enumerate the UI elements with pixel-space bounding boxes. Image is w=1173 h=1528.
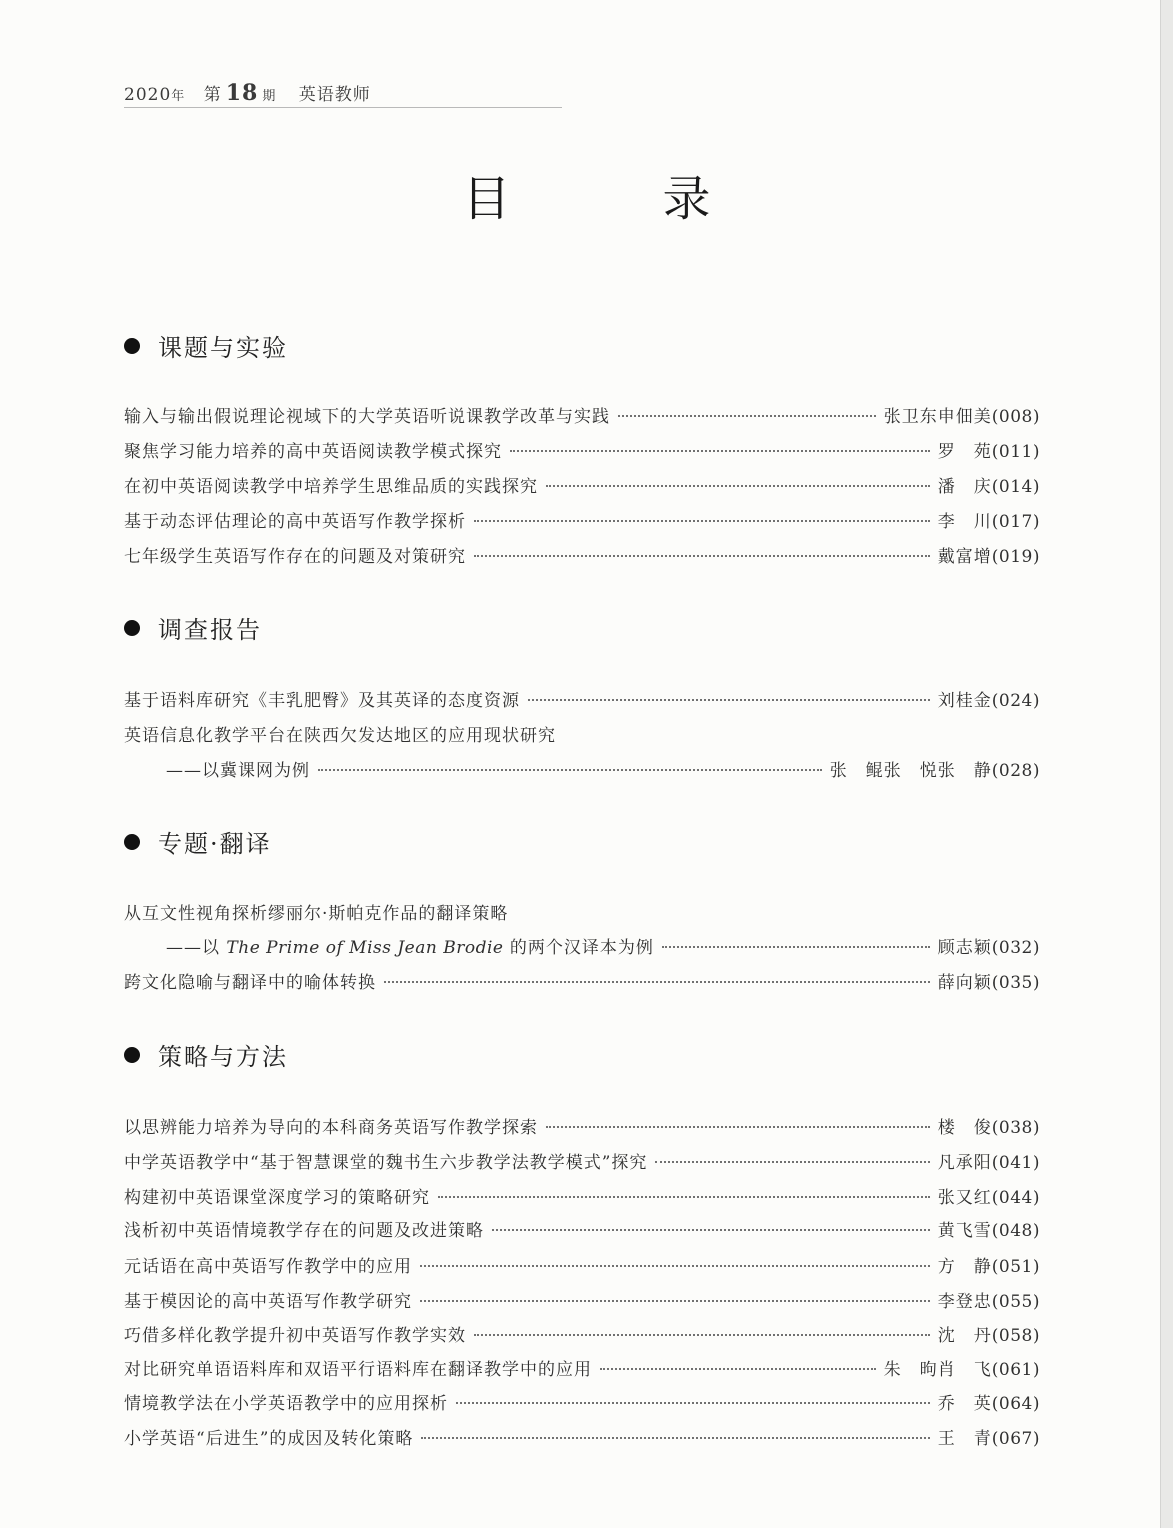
entry-author: 乔 英	[937, 1394, 992, 1414]
entry-page: (028)	[991, 761, 1040, 781]
entry-author: 戴富增	[937, 547, 992, 567]
entry-author: 张又红	[937, 1188, 992, 1208]
entry-title: 在初中英语阅读教学中培养学生思维品质的实践探究	[124, 477, 538, 497]
entry-page: (014)	[991, 477, 1040, 497]
entry-title: 情境教学法在小学英语教学中的应用探析	[124, 1394, 448, 1414]
dot-leader	[318, 769, 822, 771]
entry-page: (064)	[991, 1394, 1040, 1414]
entry-title: 七年级学生英语写作存在的问题及对策研究	[124, 547, 466, 567]
entry-title: 元话语在高中英语写作教学中的应用	[124, 1257, 412, 1277]
entry-title: 浅析初中英语情境教学存在的问题及改进策略	[124, 1221, 484, 1241]
dot-leader	[474, 555, 930, 557]
entry-author: 黄飞雪	[937, 1221, 992, 1241]
issue-suffix: 期	[262, 89, 277, 104]
entry-title: 对比研究单语语料库和双语平行语料库在翻译教学中的应用	[124, 1360, 592, 1380]
running-head	[124, 80, 371, 106]
dot-leader	[618, 415, 876, 417]
section-title: 策略与方法	[158, 1043, 288, 1071]
entry-author: 张卫东	[883, 407, 938, 427]
entry-author: 朱 昫	[883, 1360, 938, 1380]
toc-entry-subtitle[interactable]	[166, 756, 1040, 782]
dot-leader	[528, 699, 930, 701]
dot-leader	[438, 1196, 930, 1198]
entry-page: (048)	[991, 1221, 1040, 1241]
toc-entry[interactable]	[124, 402, 1040, 428]
entry-page: (024)	[991, 691, 1040, 711]
toc-entry[interactable]	[124, 1321, 1040, 1347]
toc-entry[interactable]	[124, 1287, 1040, 1313]
entry-title: 英语信息化教学平台在陕西欠发达地区的应用现状研究	[124, 726, 556, 746]
section-title: 课题与实验	[158, 334, 288, 362]
dot-leader	[420, 1265, 930, 1267]
entry-author: 肖 飞	[937, 1360, 992, 1380]
entry-title: 基于模因论的高中英语写作教学研究	[124, 1292, 412, 1312]
entry-subtitle: ——以冀课网为例	[166, 761, 310, 781]
magazine-name: 英语教师	[298, 85, 371, 105]
entry-author: 楼 俊	[937, 1118, 992, 1138]
toc-entry[interactable]	[124, 1113, 1040, 1139]
page-title: 目 录	[462, 171, 763, 227]
entry-author: 张 静	[937, 761, 992, 781]
dot-leader	[420, 1300, 930, 1302]
entry-page: (044)	[991, 1188, 1040, 1208]
toc-entry[interactable]	[124, 437, 1040, 463]
book-title: The Prime of Miss Jean Brodie	[226, 938, 504, 958]
dot-leader	[546, 485, 930, 487]
dot-leader	[384, 981, 930, 983]
entry-author: 罗 苑	[937, 442, 992, 462]
toc-entry[interactable]	[124, 968, 1040, 994]
issue-year: 2020	[124, 85, 172, 105]
entry-page: (051)	[991, 1257, 1040, 1277]
section-title: 专题·翻译	[158, 830, 272, 858]
entry-page: (041)	[991, 1153, 1040, 1173]
toc-entry[interactable]	[124, 1389, 1040, 1415]
entry-page: (032)	[991, 938, 1040, 958]
dot-leader	[474, 520, 930, 522]
entry-author: 李登忠	[937, 1292, 992, 1312]
toc-entry[interactable]	[124, 472, 1040, 498]
bullet-icon	[124, 1047, 140, 1063]
entry-title: 聚焦学习能力培养的高中英语阅读教学模式探究	[124, 442, 502, 462]
bullet-icon	[124, 338, 140, 354]
entry-page: (011)	[991, 442, 1040, 462]
toc-entry[interactable]	[124, 686, 1040, 712]
entry-page: (035)	[991, 973, 1040, 993]
entry-title: 以思辨能力培养为导向的本科商务英语写作教学探索	[124, 1118, 538, 1138]
entry-page: (058)	[991, 1326, 1040, 1346]
entry-page: (067)	[991, 1429, 1040, 1449]
bullet-icon	[124, 834, 140, 850]
toc-entry-subtitle[interactable]	[166, 933, 1040, 959]
page-edge	[1160, 0, 1173, 1528]
entry-author: 潘 庆	[937, 477, 992, 497]
entry-page: (017)	[991, 512, 1040, 532]
entry-title: 基于动态评估理论的高中英语写作教学探析	[124, 512, 466, 532]
entry-author: 方 静	[937, 1257, 992, 1277]
entry-author: 薛向颖	[937, 973, 992, 993]
toc-entry[interactable]	[124, 1355, 1040, 1381]
entry-author: 张 悦	[883, 761, 938, 781]
toc-entry[interactable]	[124, 507, 1040, 533]
entry-title: 构建初中英语课堂深度学习的策略研究	[124, 1188, 430, 1208]
entry-author: 张 鲲	[829, 761, 884, 781]
subtitle-prefix: ——以	[166, 938, 220, 958]
toc-entry[interactable]	[124, 721, 1040, 747]
entry-author: 王 青	[937, 1429, 992, 1449]
entry-title: 输入与输出假说理论视域下的大学英语听说课教学改革与实践	[124, 407, 610, 427]
dot-leader	[546, 1126, 930, 1128]
section-heading	[124, 610, 262, 645]
entry-page: (038)	[991, 1118, 1040, 1138]
toc-entry[interactable]	[124, 1148, 1040, 1174]
dot-leader	[510, 450, 930, 452]
toc-entry[interactable]	[124, 1183, 1040, 1209]
entry-author: 凡承阳	[937, 1153, 992, 1173]
entry-title: 跨文化隐喻与翻译中的喻体转换	[124, 973, 376, 993]
bullet-icon	[124, 620, 140, 636]
entry-author: 申佃美	[937, 407, 992, 427]
dot-leader	[662, 946, 930, 948]
section-title: 调查报告	[158, 616, 262, 644]
section-heading	[124, 824, 272, 859]
dot-leader	[655, 1161, 929, 1163]
entry-title: 小学英语“后进生”的成因及转化策略	[124, 1429, 414, 1449]
dot-leader	[456, 1402, 930, 1404]
toc-entry[interactable]	[124, 1424, 1040, 1450]
entry-author: 顾志颖	[937, 938, 992, 958]
entry-title: 从互文性视角探析缪丽尔·斯帕克作品的翻译策略	[124, 904, 509, 924]
entry-page: (055)	[991, 1292, 1040, 1312]
subtitle-suffix: 的两个汉译本为例	[509, 938, 654, 958]
dot-leader	[600, 1368, 876, 1370]
entry-subtitle	[166, 933, 654, 958]
toc-entry[interactable]	[124, 1252, 1040, 1278]
entry-page: (019)	[991, 547, 1040, 567]
dot-leader	[492, 1229, 930, 1231]
toc-entry[interactable]	[124, 1216, 1040, 1242]
entry-author: 沈 丹	[937, 1326, 992, 1346]
entry-page: (008)	[991, 407, 1040, 427]
section-heading	[124, 1037, 288, 1072]
toc-entry[interactable]	[124, 899, 1040, 925]
section-heading	[124, 328, 288, 363]
issue-year-unit: 年	[171, 89, 186, 104]
header-rule	[124, 107, 562, 108]
entry-author: 李 川	[937, 512, 992, 532]
dot-leader	[421, 1437, 929, 1439]
dot-leader	[474, 1334, 930, 1336]
entry-title: 中学英语教学中“基于智慧课堂的魏书生六步教学法教学模式”探究	[124, 1153, 648, 1173]
entry-page: (061)	[991, 1360, 1040, 1380]
issue-number: 18	[225, 80, 259, 106]
entry-title: 基于语料库研究《丰乳肥臀》及其英译的态度资源	[124, 691, 520, 711]
entry-title: 巧借多样化教学提升初中英语写作教学实效	[124, 1326, 466, 1346]
toc-entry[interactable]	[124, 542, 1040, 568]
issue-prefix: 第	[203, 85, 222, 105]
entry-author: 刘桂金	[937, 691, 992, 711]
